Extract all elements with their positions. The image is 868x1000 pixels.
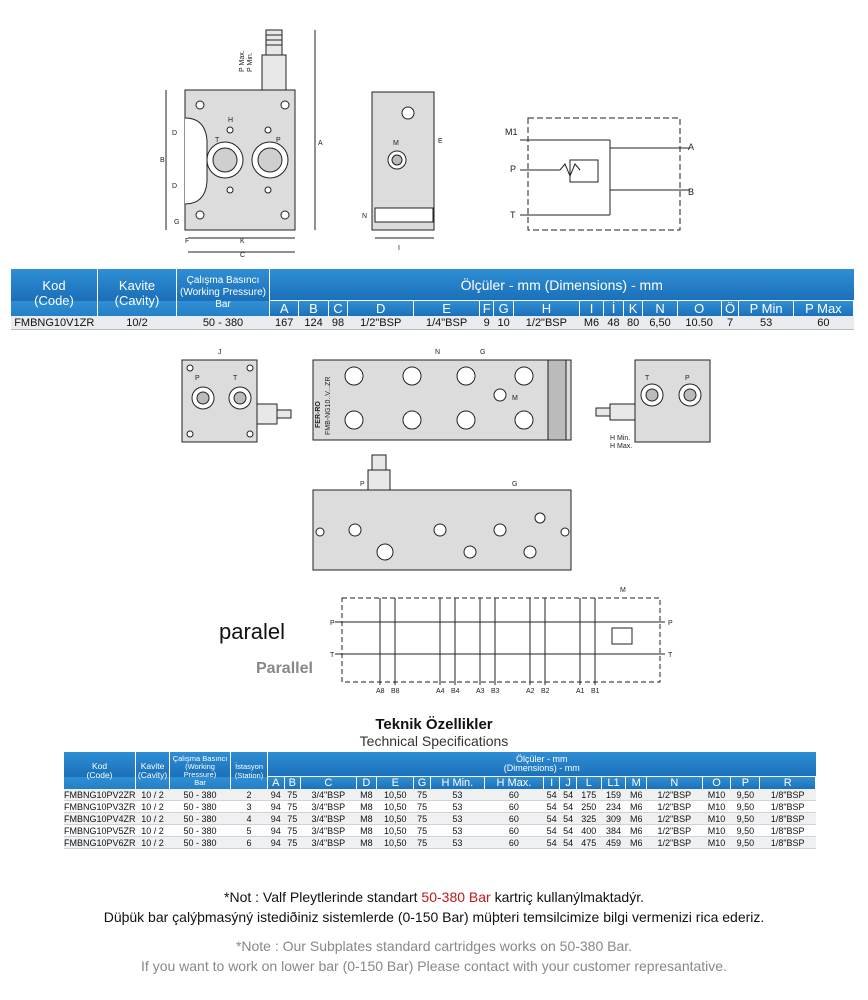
dim-value: 75 [414, 813, 431, 825]
col-code: Kod (Code) [11, 269, 98, 316]
dim-letter: E [377, 777, 414, 790]
dimensions-header: Ölçüler - mm (Dimensions) - mm [460, 276, 663, 293]
dim-a-label: A [318, 140, 323, 147]
dim-value: M10 [702, 801, 731, 813]
dim-letter: M [626, 777, 647, 790]
dim-value: M6 [626, 813, 647, 825]
dim-value: 54 [543, 837, 560, 849]
dim-value: 1/2"BSP [647, 837, 703, 849]
table-row [64, 837, 816, 849]
dim-value: 60 [484, 801, 543, 813]
dim-value: 54 [560, 825, 577, 837]
port-label: B3 [491, 688, 500, 695]
dim-value: 60 [484, 825, 543, 837]
dim-value: M6 [626, 789, 647, 801]
dim-value: 475 [576, 837, 601, 849]
schem-m: M [620, 587, 626, 594]
row-pressure: 50 - 380 [170, 837, 231, 849]
dim-value: 1/8"BSP [760, 837, 816, 849]
row-pressure: 50 - 380 [170, 801, 231, 813]
dim-letter: O [677, 301, 721, 317]
left-view-p: P [195, 375, 200, 382]
dim-value: 3/4"BSP [301, 825, 357, 837]
dim-value: 3/4"BSP [301, 801, 357, 813]
dim-value: M8 [356, 825, 377, 837]
dim-letter: P [731, 777, 760, 790]
dim-value: 1/2"BSP [647, 813, 703, 825]
dim-value: 1/2"BSP [348, 316, 414, 330]
dim-letter: O [702, 777, 731, 790]
note-en-1: *Note : Our Subplates standard cartridges works on 50-380 Bar. [235, 938, 633, 954]
dim-value: 75 [414, 801, 431, 813]
dim-value: 54 [560, 801, 577, 813]
dim-letter: A [268, 777, 285, 790]
row-cavity: 10 / 2 [136, 825, 170, 837]
dim-b-label: B [160, 157, 165, 164]
dim-value: 159 [601, 789, 626, 801]
dim-value: 250 [576, 801, 601, 813]
dim-letter: E [414, 301, 480, 317]
dim-value: 1/2"BSP [513, 316, 579, 330]
dim-letter: B [299, 301, 328, 317]
dim-k-label: K [240, 238, 245, 245]
row-code: FMBNG10PV2ZR [64, 789, 136, 800]
row-station: 4 [231, 813, 268, 825]
dim-value: 75 [284, 789, 301, 801]
schematic-p: P [510, 164, 517, 174]
dim-h-label: H [228, 117, 234, 124]
dim-letter: R [760, 777, 816, 790]
dim-value: 10,50 [377, 837, 414, 849]
row-cavity: 10 / 2 [136, 813, 170, 825]
dim-value: 94 [268, 801, 285, 813]
col-cavity: Kavite (Cavity) [136, 752, 170, 789]
col-code: Kod (Code) [64, 752, 136, 789]
dim-letter: P Min [739, 301, 793, 317]
dimensions-header: Ölçüler - mm (Dimensions) - mm [503, 754, 580, 773]
dim-value: 459 [601, 837, 626, 849]
table-row [64, 801, 816, 813]
dim-value: 325 [576, 813, 601, 825]
row-station: 3 [231, 801, 268, 813]
dim-value: 309 [601, 813, 626, 825]
dim-letter: G [414, 777, 431, 790]
dim-value: 10,50 [377, 801, 414, 813]
dim-n-label: N [362, 213, 368, 220]
note-red-range: 50-380 Bar [421, 889, 491, 905]
single-valve-table [11, 269, 854, 330]
paralel-label: paralel [219, 619, 286, 644]
port-label: A4 [436, 688, 445, 695]
dim-letter: C [328, 301, 348, 317]
dim-value: 54 [543, 825, 560, 837]
port-p-front: P [276, 137, 281, 144]
dim-value: 60 [793, 316, 853, 330]
row-pressure: 50 - 380 [177, 316, 270, 330]
dim-value: 75 [284, 825, 301, 837]
dim-value: 94 [268, 837, 285, 849]
dim-value: 60 [484, 789, 543, 801]
dim-value: 53 [430, 837, 484, 849]
dim-value: 80 [623, 316, 643, 330]
dim-value: M6 [579, 316, 603, 330]
top-view-n: N [435, 349, 441, 356]
front-r-label: P [360, 481, 365, 488]
dim-value: M8 [356, 813, 377, 825]
hydraulic-symbol [528, 118, 680, 230]
dim-value: 3/4"BSP [301, 837, 357, 849]
row-cavity: 10 / 2 [136, 789, 170, 801]
note-en-2: If you want to work on lower bar (0-150 Bar) Please contact with your customer represantative. [141, 958, 727, 974]
dim-letter: B [284, 777, 301, 790]
dim-letter: H [513, 301, 579, 317]
dim-value: M6 [626, 801, 647, 813]
port-label: A8 [376, 688, 385, 695]
schematic-b: B [688, 187, 695, 197]
left-view-j: J [218, 349, 222, 356]
dim-g-label: G [174, 219, 180, 226]
col-station: İstasyon (Station) [231, 752, 268, 789]
row-station: 2 [231, 789, 268, 801]
dim-value: 53 [430, 789, 484, 801]
left-view-t: T [233, 375, 238, 382]
dim-value: M8 [356, 837, 377, 849]
table-row [11, 316, 854, 330]
dim-value: 75 [414, 825, 431, 837]
dim-value: M8 [356, 789, 377, 801]
port-m-side: M [393, 140, 399, 147]
dim-value: 1/8"BSP [760, 801, 816, 813]
manifold-drawings [0, 340, 868, 710]
row-code: FMBNG10PV5ZR [64, 825, 136, 836]
dim-value: 124 [299, 316, 328, 330]
row-code: FMBNG10PV4ZR [64, 813, 136, 824]
dim-value: 1/2"BSP [647, 789, 703, 801]
dim-e-label: E [438, 138, 443, 145]
dim-value: 98 [328, 316, 348, 330]
dim-letter: I [543, 777, 560, 790]
dim-value: 60 [484, 837, 543, 849]
dim-value: 10,50 [377, 813, 414, 825]
dim-value: 10.50 [677, 316, 721, 330]
dim-value: M6 [626, 837, 647, 849]
dim-value: 54 [560, 837, 577, 849]
dim-letter: A [270, 301, 299, 317]
dim-d-label-2: D [172, 183, 178, 190]
port-label: A1 [576, 688, 585, 695]
dim-value: 9,50 [731, 825, 760, 837]
dim-letter: N [643, 301, 677, 317]
dim-value: 1/4"BSP [414, 316, 480, 330]
p-max-label: P Max. [239, 50, 246, 72]
dim-value: 75 [284, 801, 301, 813]
dim-value: 75 [284, 837, 301, 849]
dim-value: 10,50 [377, 789, 414, 801]
dim-value: M10 [702, 789, 731, 801]
schem-t-left: T [330, 652, 335, 659]
hmax-label: H Max. [610, 443, 633, 450]
parallel-valve-table [64, 752, 816, 849]
table-row [64, 813, 816, 825]
dim-value: 9,50 [731, 813, 760, 825]
row-cavity: 10 / 2 [136, 801, 170, 813]
row-code: FMBNG10V1ZR [11, 316, 98, 330]
schem-p-right: P [668, 620, 673, 627]
port-label: B4 [451, 688, 460, 695]
dim-c-label: C [240, 252, 246, 259]
dim-value: M10 [702, 837, 731, 849]
row-code: FMBNG10PV6ZR [64, 837, 136, 848]
dim-value: 1/8"BSP [760, 813, 816, 825]
dim-letter: L [576, 777, 601, 790]
dim-value: 60 [484, 813, 543, 825]
port-label: A3 [476, 688, 485, 695]
front-g-label: G [512, 481, 518, 488]
row-station: 6 [231, 837, 268, 849]
schematic-m1: M1 [505, 127, 518, 137]
row-cavity: 10 / 2 [136, 837, 170, 849]
dim-letter: K [623, 301, 643, 317]
dim-i-label: I [398, 245, 400, 252]
port-label: B2 [541, 688, 550, 695]
port-t-front: T [215, 137, 220, 144]
dim-value: 3/4"BSP [301, 813, 357, 825]
row-pressure: 50 - 380 [170, 813, 231, 825]
dim-value: 75 [284, 813, 301, 825]
dim-value: 75 [414, 837, 431, 849]
row-pressure: 50 - 380 [170, 789, 231, 801]
dim-value: 53 [739, 316, 793, 330]
dim-value: 53 [430, 813, 484, 825]
dim-value: 167 [270, 316, 299, 330]
dim-value: 9,50 [731, 837, 760, 849]
port-label: B1 [591, 688, 600, 695]
row-cavity: 10/2 [98, 316, 177, 330]
schematic-port-labels [376, 688, 600, 695]
dim-value: 54 [560, 813, 577, 825]
dim-value: 10 [494, 316, 514, 330]
table-row [64, 825, 816, 837]
dim-letter: G [494, 301, 514, 317]
dim-value: 400 [576, 825, 601, 837]
dim-letter: F [480, 301, 494, 317]
dim-value: M6 [626, 825, 647, 837]
dim-value: M10 [702, 813, 731, 825]
side-code: FMB-NG10..V...ZR [325, 376, 332, 435]
dim-letter: N [647, 777, 703, 790]
schem-p-left: P [330, 620, 335, 627]
dim-value: 94 [268, 825, 285, 837]
row-pressure: 50 - 380 [170, 825, 231, 837]
dim-value: 53 [430, 801, 484, 813]
top-view-m: M [512, 395, 518, 402]
dim-value: 53 [430, 825, 484, 837]
single-valve-drawings [0, 0, 868, 262]
dim-value: M8 [356, 801, 377, 813]
dim-value: 94 [268, 789, 285, 801]
dim-value: 48 [604, 316, 624, 330]
dim-value: 234 [601, 801, 626, 813]
dim-value: 7 [721, 316, 739, 330]
port-label: A2 [526, 688, 535, 695]
dim-value: 6,50 [643, 316, 677, 330]
note-tr-1: *Not : Valf Pleytlerinde standart 50-380 Bar kartriç kullanýlmaktadýr. [224, 889, 644, 905]
dim-value: 9,50 [731, 801, 760, 813]
schem-t-right: T [668, 652, 673, 659]
dim-letter: H Max. [484, 777, 543, 790]
schematic-a: A [688, 142, 695, 152]
row-code: FMBNG10PV3ZR [64, 801, 136, 812]
col-pressure: Çalışma Basıncı (Working Pressure) Bar [177, 269, 270, 316]
dim-letter: P Max [793, 301, 853, 317]
row-station: 5 [231, 825, 268, 837]
schematic-t: T [510, 210, 516, 220]
parallel-label: Parallel [256, 660, 313, 677]
dim-value: 10,50 [377, 825, 414, 837]
table-row [64, 789, 816, 801]
dim-value: 3/4"BSP [301, 789, 357, 801]
right-view-t: T [645, 375, 650, 382]
dim-value: 175 [576, 789, 601, 801]
right-view-p: P [685, 375, 690, 382]
hmin-label: H Min. [610, 435, 631, 442]
side-brand: FER-RO [315, 401, 322, 428]
dim-value: 1/8"BSP [760, 789, 816, 801]
col-cavity: Kavite (Cavity) [98, 269, 177, 316]
dim-value: 9 [480, 316, 494, 330]
dim-d-label: D [172, 130, 178, 137]
dim-letter: İ [604, 301, 624, 317]
top-view-g: G [480, 349, 486, 356]
dim-value: 1/2"BSP [647, 825, 703, 837]
dim-f-label: F [185, 238, 190, 245]
dim-letter: I [579, 301, 603, 317]
dim-letter: Ö [721, 301, 739, 317]
dim-letter: J [560, 777, 577, 790]
dim-value: M10 [702, 825, 731, 837]
dim-value: 9,50 [731, 789, 760, 801]
dim-letter: C [301, 777, 357, 790]
dim-value: 94 [268, 813, 285, 825]
dim-letter: L1 [601, 777, 626, 790]
dim-value: 54 [543, 801, 560, 813]
dim-letter: D [348, 301, 414, 317]
dim-value: 1/8"BSP [760, 825, 816, 837]
dim-value: 1/2"BSP [647, 801, 703, 813]
col-pressure: Çalışma Basıncı (Working Pressure) Bar [170, 752, 231, 789]
dim-letter: H Min. [430, 777, 484, 790]
dim-letter: D [356, 777, 377, 790]
tech-title: Teknik Özellikler [375, 716, 493, 733]
tech-subtitle: Technical Specifications [359, 733, 509, 749]
p-min-label: P Min. [247, 52, 254, 72]
note-tr-2: Düþük bar çalýþmasýný istediðiniz sistemlerde (0-150 Bar) müþteri temsilcimize bilgi vermenizi rica ederiz. [103, 909, 765, 925]
dim-value: 54 [560, 789, 577, 801]
dim-value: 75 [414, 789, 431, 801]
dim-value: 54 [543, 813, 560, 825]
port-label: B8 [391, 688, 400, 695]
dim-value: 384 [601, 825, 626, 837]
dim-value: 54 [543, 789, 560, 801]
